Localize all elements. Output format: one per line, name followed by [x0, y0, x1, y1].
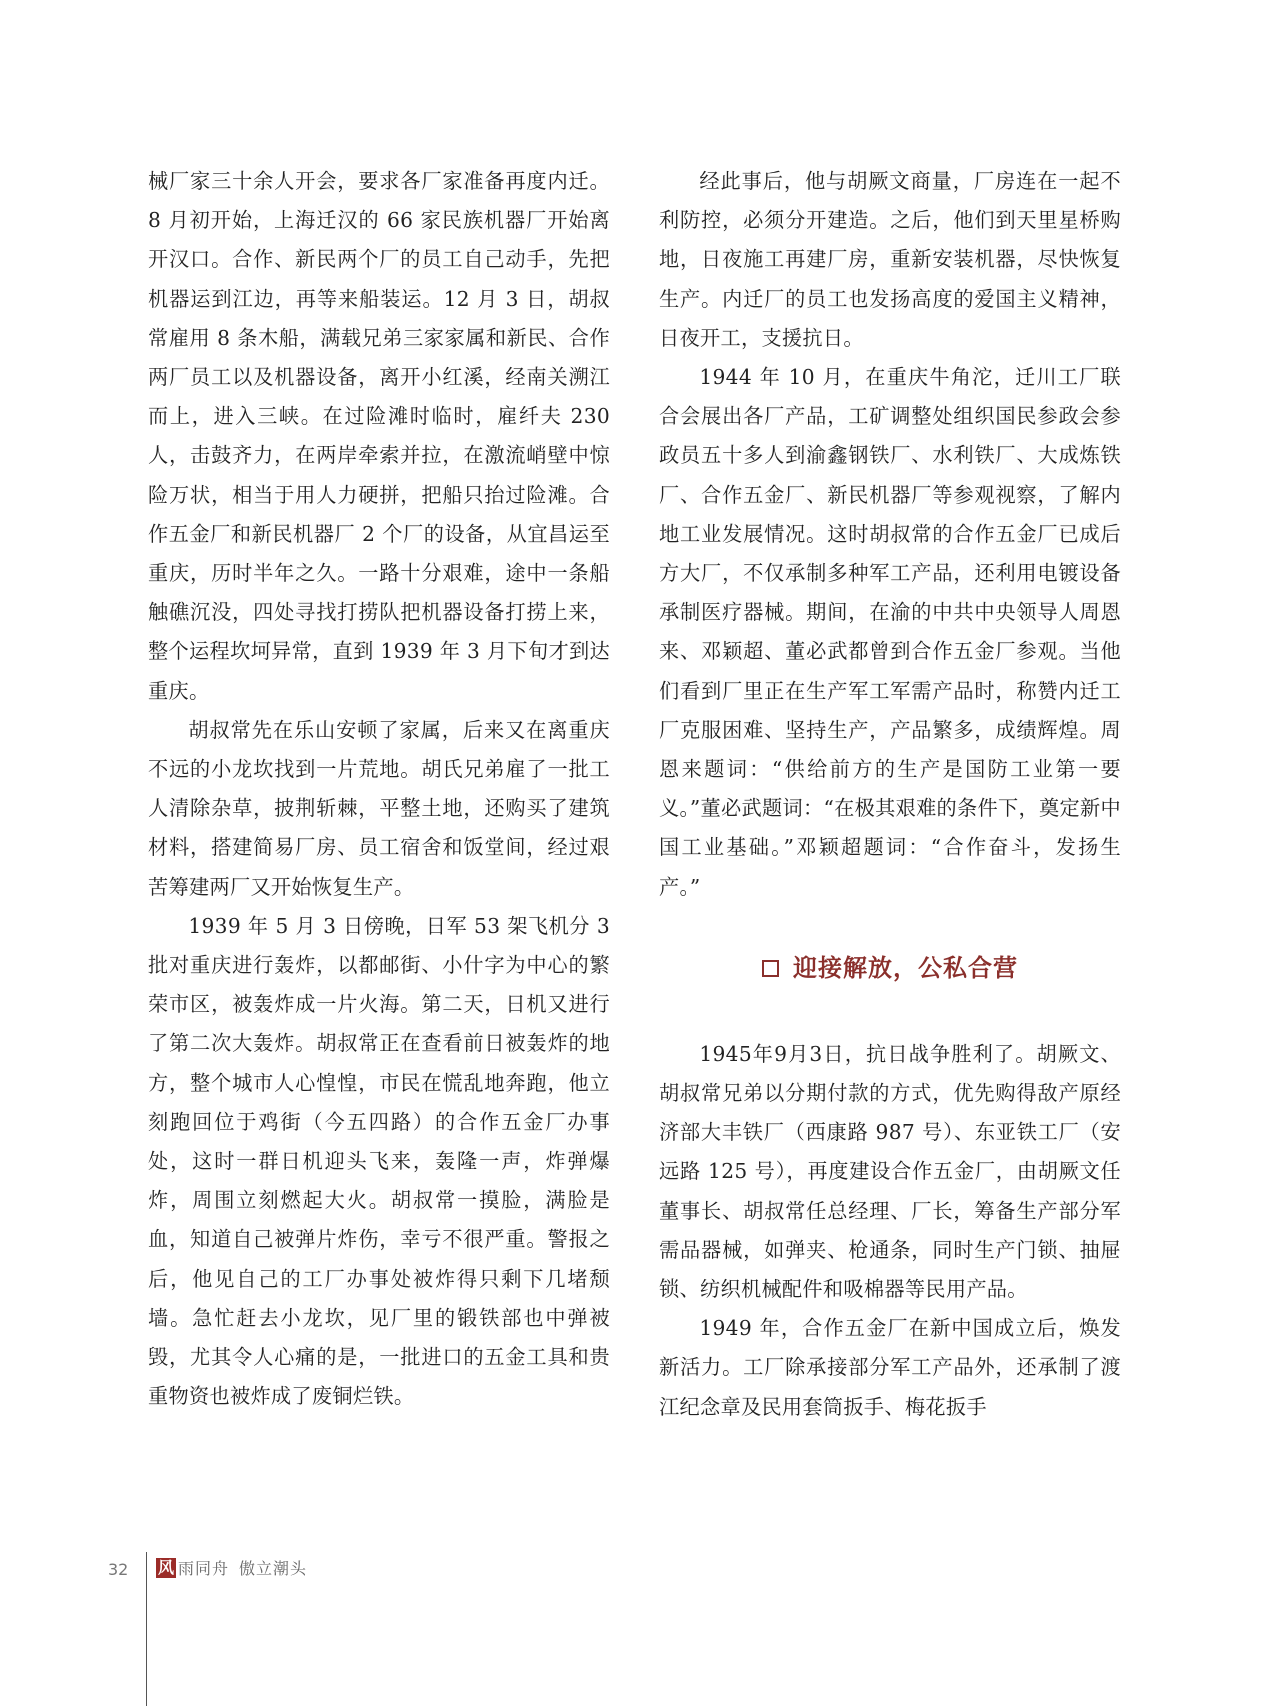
footer-divider [146, 1552, 147, 1706]
paragraph: 胡叔常先在乐山安顿了家属，后来又在离重庆不远的小龙坎找到一片荒地。胡氏兄弟雇了一批工人清除杂草，披荆斩棘，平整土地，还购买了建筑材料，搭建简易厂房、员工宿舍和饭堂间，经过艰苦筹建两厂又开始恢复生产。 [148, 717, 610, 899]
left-column [148, 162, 610, 1417]
right-column [659, 162, 1121, 1427]
brand-name: 雨同舟 [178, 1559, 230, 1578]
brand-logo-mark: 风 [157, 1557, 174, 1577]
section-heading [659, 941, 1121, 997]
paragraph: 经此事后，他与胡厥文商量，厂房连在一起不利防控，必须分开建造。之后，他们到天里星桥购地，日夜施工再建厂房，重新安装机器，尽快恢复生产。内迁厂的员工也发扬高度的爱国主义精神，日夜开工，支援抗日。 [659, 169, 1121, 350]
brand-tagline: 傲立潮头 [239, 1559, 308, 1578]
paragraph: 械厂家三十余人开会，要求各厂家准备再度内迁。8 月初开始，上海迁汉的 66 家民族机器厂开始离开汉口。合作、新民两个厂的员工自己动手，先把机器运到江边，再等来船装运。12 月 3 日，胡叔常雇用 8 条木船，满载兄弟三家家属和新民、合作两厂员工以及机器设备，离开小红溪，经南关溯江而上，进入三峡。在过险滩时临时，雇纤夫 230 人，击鼓齐力，在两岸牵索并拉，在激流峭壁中惊险万状，相当于用人力硬拼，把船只抬过险滩。合作五金厂和新民机器厂 2 个厂的设备，从宜昌运至重庆，历时半年之久。一路十分艰难，途中一条船触礁沉没，四处寻找打捞队把机器设备打捞上来，整个运程坎坷异常，直到 1939 年 3 月下旬才到达重庆。 [148, 169, 610, 703]
section-heading-text: 迎接解放，公私合营 [793, 954, 1018, 983]
publication-brand [156, 1556, 307, 1579]
paragraph: 1945年9月3日，抗日战争胜利了。胡厥文、胡叔常兄弟以分期付款的方式，优先购得敌产原经济部大丰铁厂（西康路 987 号）、东亚铁工厂（安远路 125 号），再度建设合作五金厂，由胡厥文任董事长、胡叔常任总经理、厂长，筹备生产部分军需品器械，如弹夹、枪通条，同时生产门锁、抽屉锁、纺织机械配件和吸棉器等民用产品。 [659, 1041, 1121, 1302]
paragraph: 1944 年 10 月，在重庆牛角沱，迁川工厂联合会展出各厂产品，工矿调整处组织国民参政会参政员五十多人到渝鑫钢铁厂、水利铁厂、大成炼铁厂、合作五金厂、新民机器厂等参观视察，了解内地工业发展情况。这时胡叔常的合作五金厂已成后方大厂，不仅承制多种军工产品，还利用电镀设备承制医疗器械。期间，在渝的中共中央领导人周恩来、邓颖超、董必武都曾到合作五金厂参观。当他们看到厂里正在生产军工军需产品时，称赞内迁工厂克服困难、坚持生产，产品繁多，成绩辉煌。周恩来题词：“供给前方的生产是国防工业第一要义。”董必武题词：“在极其艰难的条件下，奠定新中国工业基础。”邓颖超题词：“合作奋斗，发扬生产。” [659, 365, 1121, 899]
paragraph: 1949 年，合作五金厂在新中国成立后，焕发新活力。工厂除承接部分军工产品外，还承制了渡江纪念章及民用套筒扳手、梅花扳手 [659, 1316, 1121, 1419]
paragraph: 1939 年 5 月 3 日傍晚，日军 53 架飞机分 3 批对重庆进行轰炸，以都邮街、小什字为中心的繁荣市区，被轰炸成一片火海。第二天，日机又进行了第二次大轰炸。胡叔常正在查看前日被轰炸的地方，整个城市人心惶惶，市民在慌乱地奔跑，他立刻跑回位于鸡街（今五四路）的合作五金厂办事处，这时一群日机迎头飞来，轰隆一声，炸弹爆炸，周围立刻燃起大火。胡叔常一摸脸，满脸是血，知道自己被弹片炸伤，幸亏不很严重。警报之后，他见自己的工厂办事处被炸得只剩下几堵颓墙。急忙赶去小龙坎，见厂里的锻铁部也中弹被毁，尤其令人心痛的是，一批进口的五金工具和贵重物资也被炸成了废铜烂铁。 [148, 913, 610, 1409]
page-number: 32 [108, 1559, 129, 1579]
page-footer [108, 1556, 144, 1582]
square-bullet-icon [762, 960, 779, 977]
